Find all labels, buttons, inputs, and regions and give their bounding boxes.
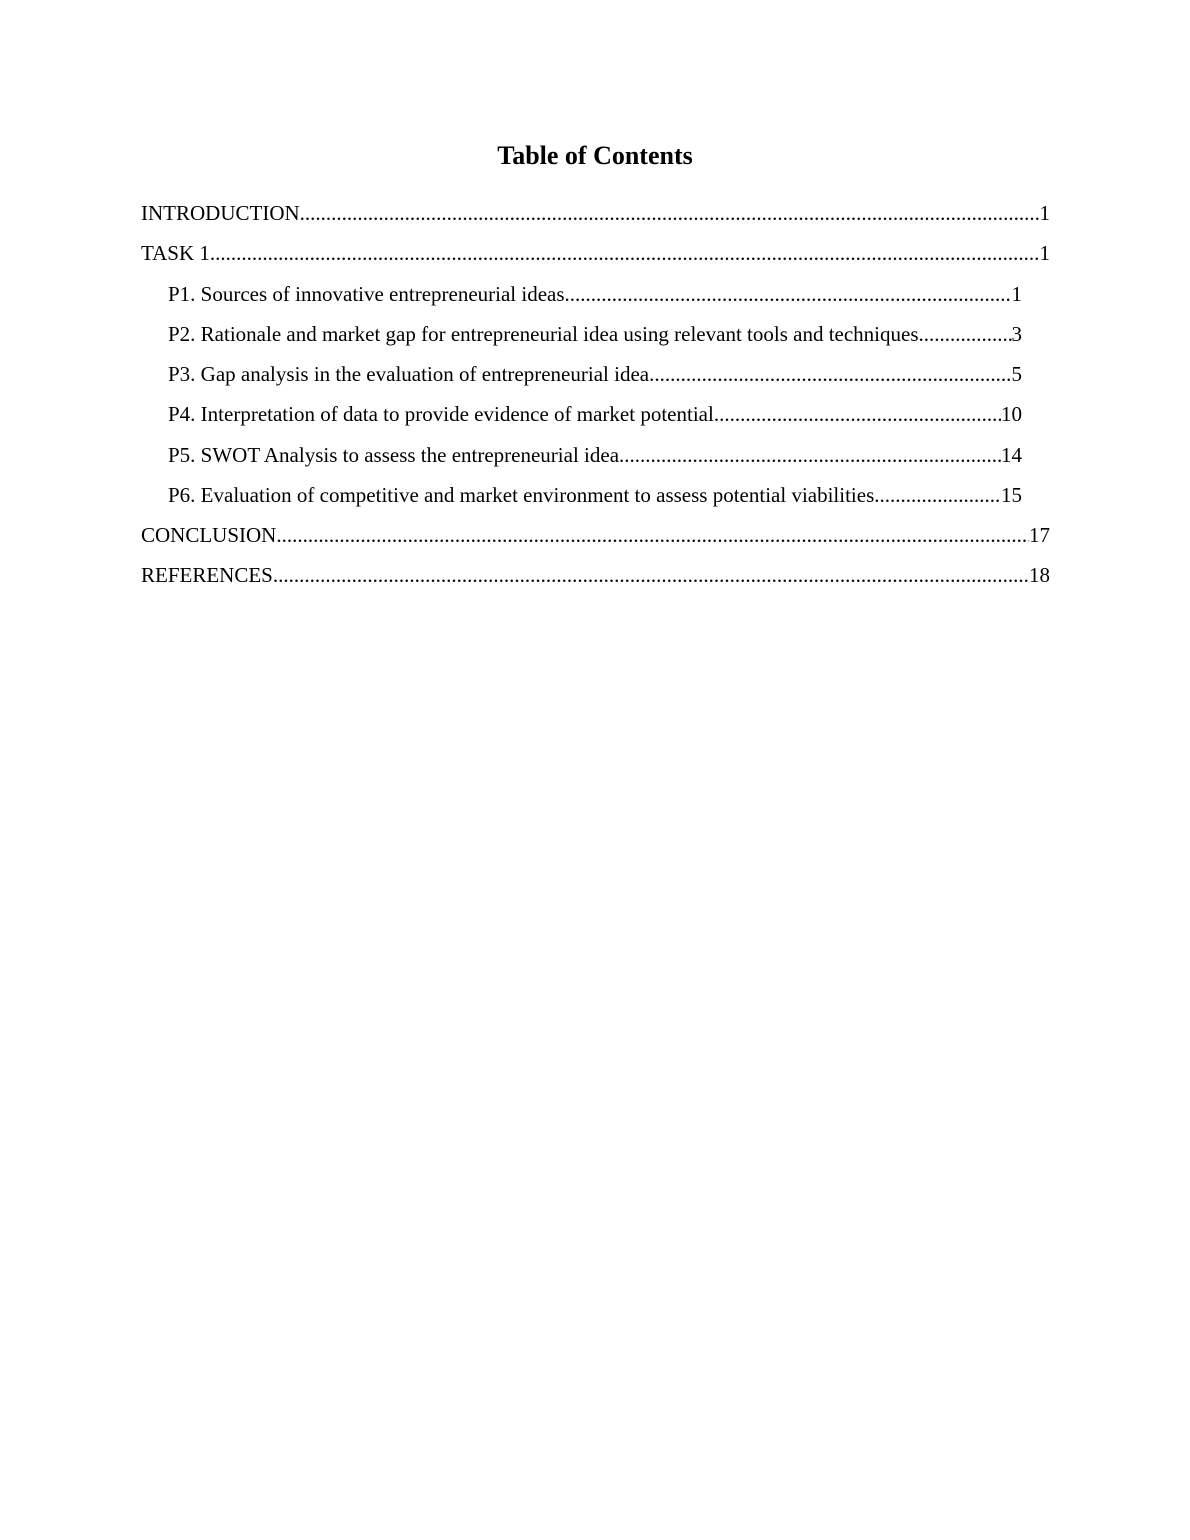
toc-entry-p6[interactable] (168, 481, 1022, 509)
toc-entry-p1[interactable] (168, 280, 1022, 308)
toc-page-number: 1 (1039, 201, 1050, 225)
toc-leader-dots (649, 360, 1011, 388)
toc-page-number: 14 (1001, 443, 1022, 467)
toc-entry-label: P6. Evaluation of competitive and market environment to assess potential viabilities (168, 483, 875, 507)
toc-page-number: 1 (1011, 282, 1022, 306)
toc-title: Table of Contents (497, 141, 693, 170)
toc-leader-dots (300, 199, 1040, 227)
toc-entry-label: P5. SWOT Analysis to assess the entrepreneurial idea (168, 443, 620, 467)
toc-entry-p3[interactable] (168, 360, 1022, 388)
toc-page-number: 10 (1001, 402, 1022, 426)
toc-entry-label: P1. Sources of innovative entrepreneurial ideas (168, 282, 565, 306)
toc-page-number: 17 (1029, 523, 1050, 547)
toc-leader-dots (565, 280, 1012, 308)
toc-page-number: 15 (1001, 483, 1022, 507)
toc-leader-dots (276, 521, 1029, 549)
toc-entry-label: P3. Gap analysis in the evaluation of entrepreneurial idea (168, 362, 650, 386)
toc-entry-p4[interactable] (168, 400, 1022, 428)
toc-leader-dots (210, 239, 1040, 267)
toc-entry-p5[interactable] (168, 441, 1022, 469)
toc-leader-dots (924, 320, 1012, 348)
toc-entry-label: CONCLUSION (141, 523, 277, 547)
toc-entry-conclusion[interactable] (141, 521, 1050, 549)
toc-leader-dots (619, 441, 1001, 469)
toc-entry-label: P4. Interpretation of data to provide evidence of market potential (168, 402, 714, 426)
toc-page-number: 3 (1011, 322, 1022, 346)
toc-page-number: 18 (1029, 563, 1050, 587)
toc-entry-introduction[interactable] (141, 199, 1050, 227)
toc-entry-label: P2. Rationale and market gap for entrepreneurial idea using relevant tools and techniques. (168, 322, 924, 346)
toc-page-number: 1 (1039, 241, 1050, 265)
toc-entry-task-1[interactable] (141, 239, 1050, 267)
toc-page-number: 5 (1011, 362, 1022, 386)
toc-entry-label: REFERENCES (141, 563, 273, 587)
toc-leader-dots (714, 400, 1001, 428)
toc-leader-dots (273, 561, 1029, 589)
toc-entry-label: INTRODUCTION (141, 201, 300, 225)
toc-leader-dots (874, 481, 1001, 509)
toc-entry-references[interactable] (141, 561, 1050, 589)
toc-entry-label: TASK 1 (141, 241, 210, 265)
toc-entry-p2[interactable] (168, 320, 1022, 348)
